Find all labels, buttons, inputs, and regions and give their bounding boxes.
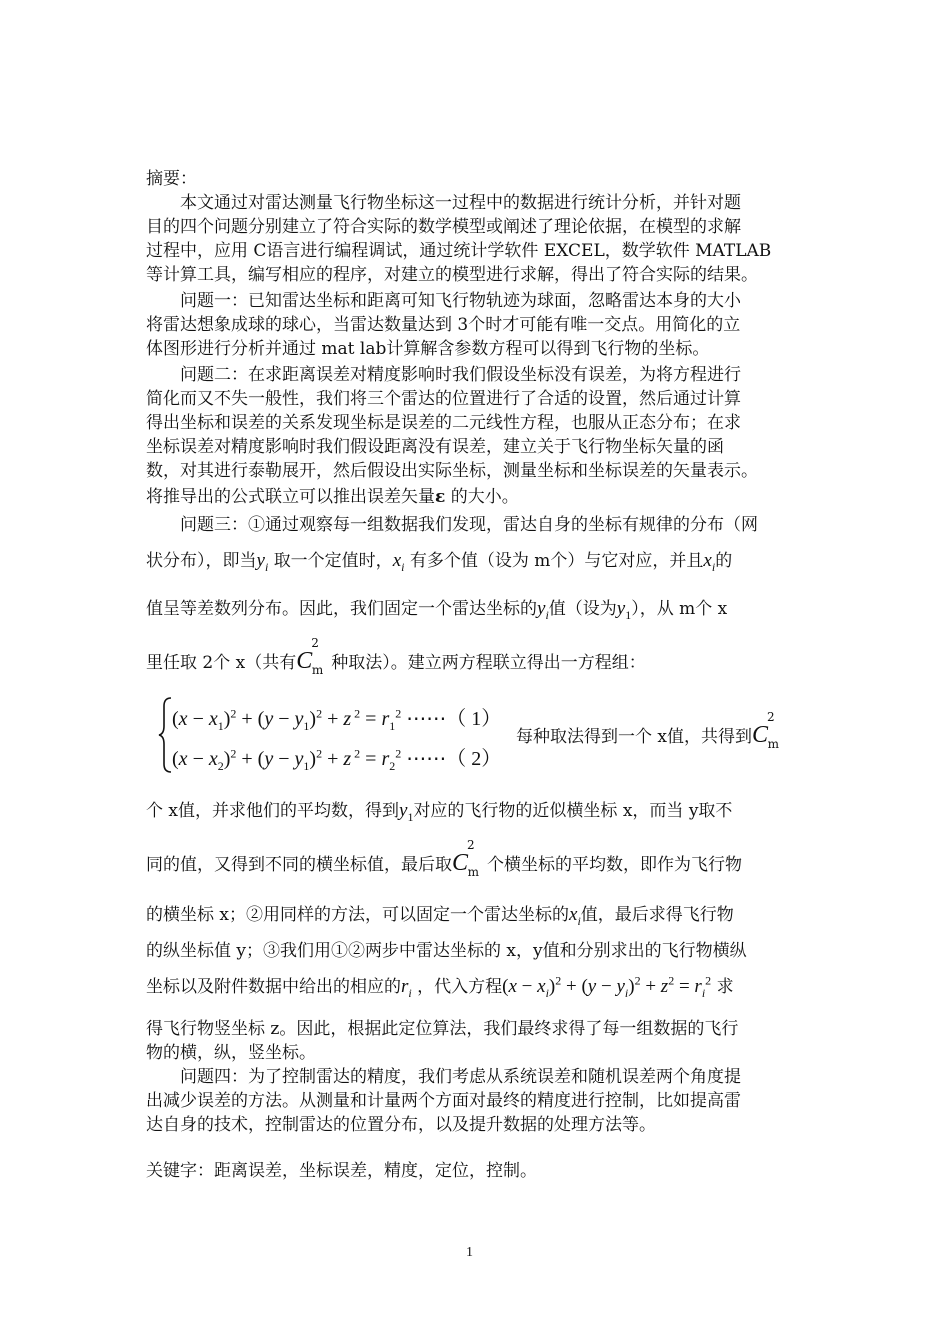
equation-2: $(x - x_2)^2 + (y - y_1)^2 + z$ $^2 = r_2^2$ ⋯⋯（ 2）	[172, 746, 502, 773]
text-line: 值呈等差数列分布。因此，我们固定一个雷达坐标的$y_i$值（设为$y_1$），从 m个 x	[146, 598, 728, 622]
text-line: 等计算工具，编写相应的程序，对建立的模型进行求解，得出了符合实际的结果。	[146, 265, 758, 285]
text-line: 得出坐标和误差的关系发现坐标是误差的二元线性方程，也服从正态分布；在求	[146, 413, 741, 433]
text-line: 过程中，应用 C语言进行编程调试，通过统计学软件 EXCEL，数学软件 MATLAB	[146, 241, 772, 261]
text-line: 将雷达想象成球的球心，当雷达数量达到 3个时才可能有唯一交点。用简化的立	[146, 315, 741, 335]
text-line: 出减少误差的方法。从测量和计量两个方面对最终的精度进行控制，比如提高雷	[146, 1091, 741, 1111]
text-line: 个 x值，并求他们的平均数，得到$y_1$对应的飞行物的近似横坐标 x，而当 y取不	[146, 800, 733, 824]
text-line: 问题四：为了控制雷达的精度，我们考虑从系统误差和随机误差两个角度提	[180, 1067, 741, 1087]
text-line: 的纵坐标值 y；③我们用①②两步中雷达坐标的 x，y值和分别求出的飞行物横纵	[146, 941, 747, 961]
keywords: 关键字：距离误差，坐标误差，精度，定位，控制。	[146, 1161, 537, 1181]
text-line: 坐标以及附件数据中给出的相应的$r_i$ ，代入方程$(x - x_i)^2 + (y - y_i)^2 + z^2 = r_i^2$ 求	[146, 973, 734, 1000]
text-line: 达自身的技术，控制雷达的位置分布，以及提升数据的处理方法等。	[146, 1115, 656, 1135]
abstract-heading: 摘要：	[146, 169, 197, 189]
text-line: 坐标误差对精度影响时我们假设距离没有误差，建立关于飞行物坐标矢量的函	[146, 437, 724, 457]
text-line: 里任取 2个 x（共有$C^2_m$ 种取法）。建立两方程联立得出一方程组：	[146, 636, 646, 678]
text-line: 简化而又不失一般性，我们将三个雷达的位置进行了合适的设置，然后通过计算	[146, 389, 741, 409]
text-line: 每种取法得到一个 x值，共得到$C^2_m$	[516, 710, 780, 752]
text-line: 状分布），即当$y_i$ 取一个定值时，$x_i$ 有多个值（设为 m个）与它对应，并且$x_i$的	[146, 550, 733, 574]
text-line: 体图形进行分析并通过 mat lab计算解含参数方程可以得到飞行物的坐标。	[146, 339, 710, 359]
text-line: 目的四个问题分别建立了符合实际的数学模型或阐述了理论依据，在模型的求解	[146, 217, 741, 237]
text-line: 物的横，纵，竖坐标。	[146, 1043, 316, 1063]
text-line: 问题二：在求距离误差对精度影响时我们假设坐标没有误差，为将方程进行	[180, 365, 741, 385]
equation-1: $(x - x_1)^2 + (y - y_1)^2 + z$ $^2 = r_1^2$ ⋯⋯（ 1）	[172, 706, 502, 733]
text-line: 问题一：已知雷达坐标和距离可知飞行物轨迹为球面，忽略雷达本身的大小	[180, 291, 741, 311]
text-line: 数，对其进行泰勒展开，然后假设出实际坐标，测量坐标和坐标误差的矢量表示。	[146, 461, 758, 481]
text-line: 同的值，又得到不同的横坐标值，最后取$C^2_m$ 个横坐标的平均数，即作为飞行物	[146, 838, 743, 880]
text-line: 将推导出的公式联立可以推出误差矢量ε 的大小。	[146, 487, 519, 507]
text-line: 问题三：①通过观察每一组数据我们发现，雷达自身的坐标有规律的分布（网	[180, 515, 758, 535]
text-line: 的横坐标 x；②用同样的方法，可以固定一个雷达坐标的$x_i$值，最后求得飞行物	[146, 904, 734, 928]
epsilon-symbol: ε	[435, 487, 446, 507]
text-line: 本文通过对雷达测量飞行物坐标这一过程中的数据进行统计分析，并针对题	[180, 193, 741, 213]
page-number: 1	[466, 1245, 473, 1260]
text-line: 得飞行物竖坐标 z。因此，根据此定位算法，我们最终求得了每一组数据的飞行	[146, 1019, 739, 1039]
